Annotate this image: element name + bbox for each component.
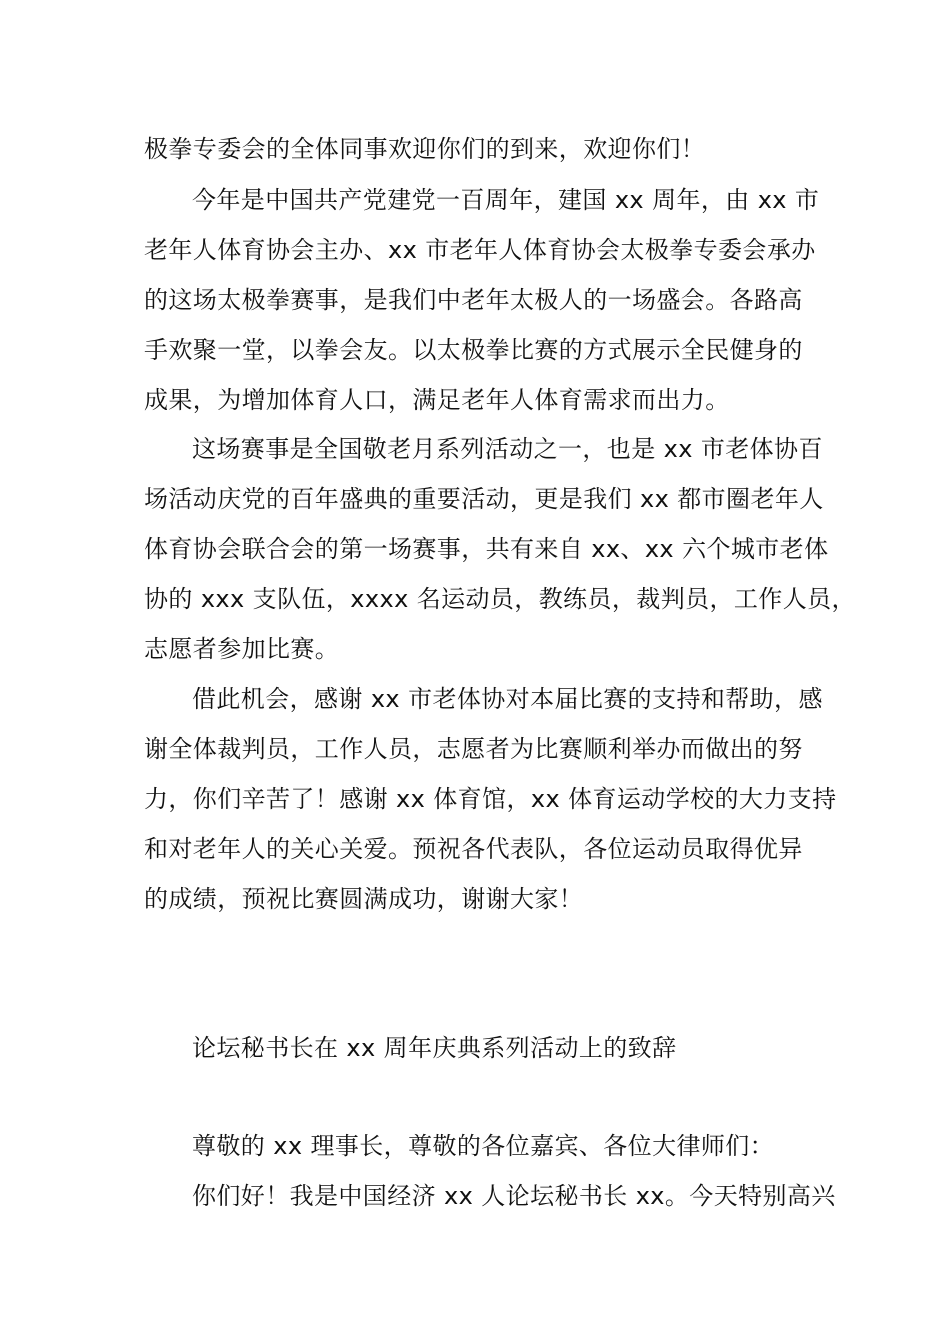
body-line: 借此机会，感谢 xx 市老体协对本届比赛的支持和帮助，感 [192,685,823,713]
body-line: 你们好！我是中国经济 xx 人论坛秘书长 xx。今天特别高兴 [192,1182,836,1210]
section-title: 论坛秘书长在 xx 周年庆典系列活动上的致辞 [192,1034,677,1062]
body-line: 的成绩，预祝比赛圆满成功，谢谢大家！ [144,885,584,913]
body-line: 体育协会联合会的第一场赛事，共有来自 xx、xx 六个城市老体 [144,535,829,563]
body-line: 极拳专委会的全体同事欢迎你们的到来，欢迎你们！ [144,135,706,163]
body-line: 志愿者参加比赛。 [144,635,340,663]
body-line: 力，你们辛苦了！感谢 xx 体育馆，xx 体育运动学校的大力支持 [144,785,837,813]
body-line: 场活动庆党的百年盛典的重要活动，更是我们 xx 都市圈老年人 [144,485,824,513]
body-line: 谢全体裁判员，工作人员，志愿者为比赛顺利举办而做出的努 [144,735,803,763]
body-line: 的这场太极拳赛事，是我们中老年太极人的一场盛会。各路高 [144,286,803,314]
body-line: 协的 xxx 支队伍，xxxx 名运动员，教练员，裁判员，工作人员， [144,585,856,613]
body-line: 成果，为增加体育人口，满足老年人体育需求而出力。 [144,386,730,414]
body-line: 手欢聚一堂，以拳会友。以太极拳比赛的方式展示全民健身的 [144,336,803,364]
body-line: 今年是中国共产党建党一百周年，建国 xx 周年，由 xx 市 [192,186,820,214]
body-line: 和对老年人的关心关爱。预祝各代表队，各位运动员取得优异 [144,835,803,863]
body-line: 这场赛事是全国敬老月系列活动之一，也是 xx 市老体协百 [192,435,823,463]
salutation: 尊敬的 xx 理事长，尊敬的各位嘉宾、各位大律师们： [192,1132,775,1160]
body-line: 老年人体育协会主办、xx 市老年人体育协会太极拳专委会承办 [144,236,816,264]
